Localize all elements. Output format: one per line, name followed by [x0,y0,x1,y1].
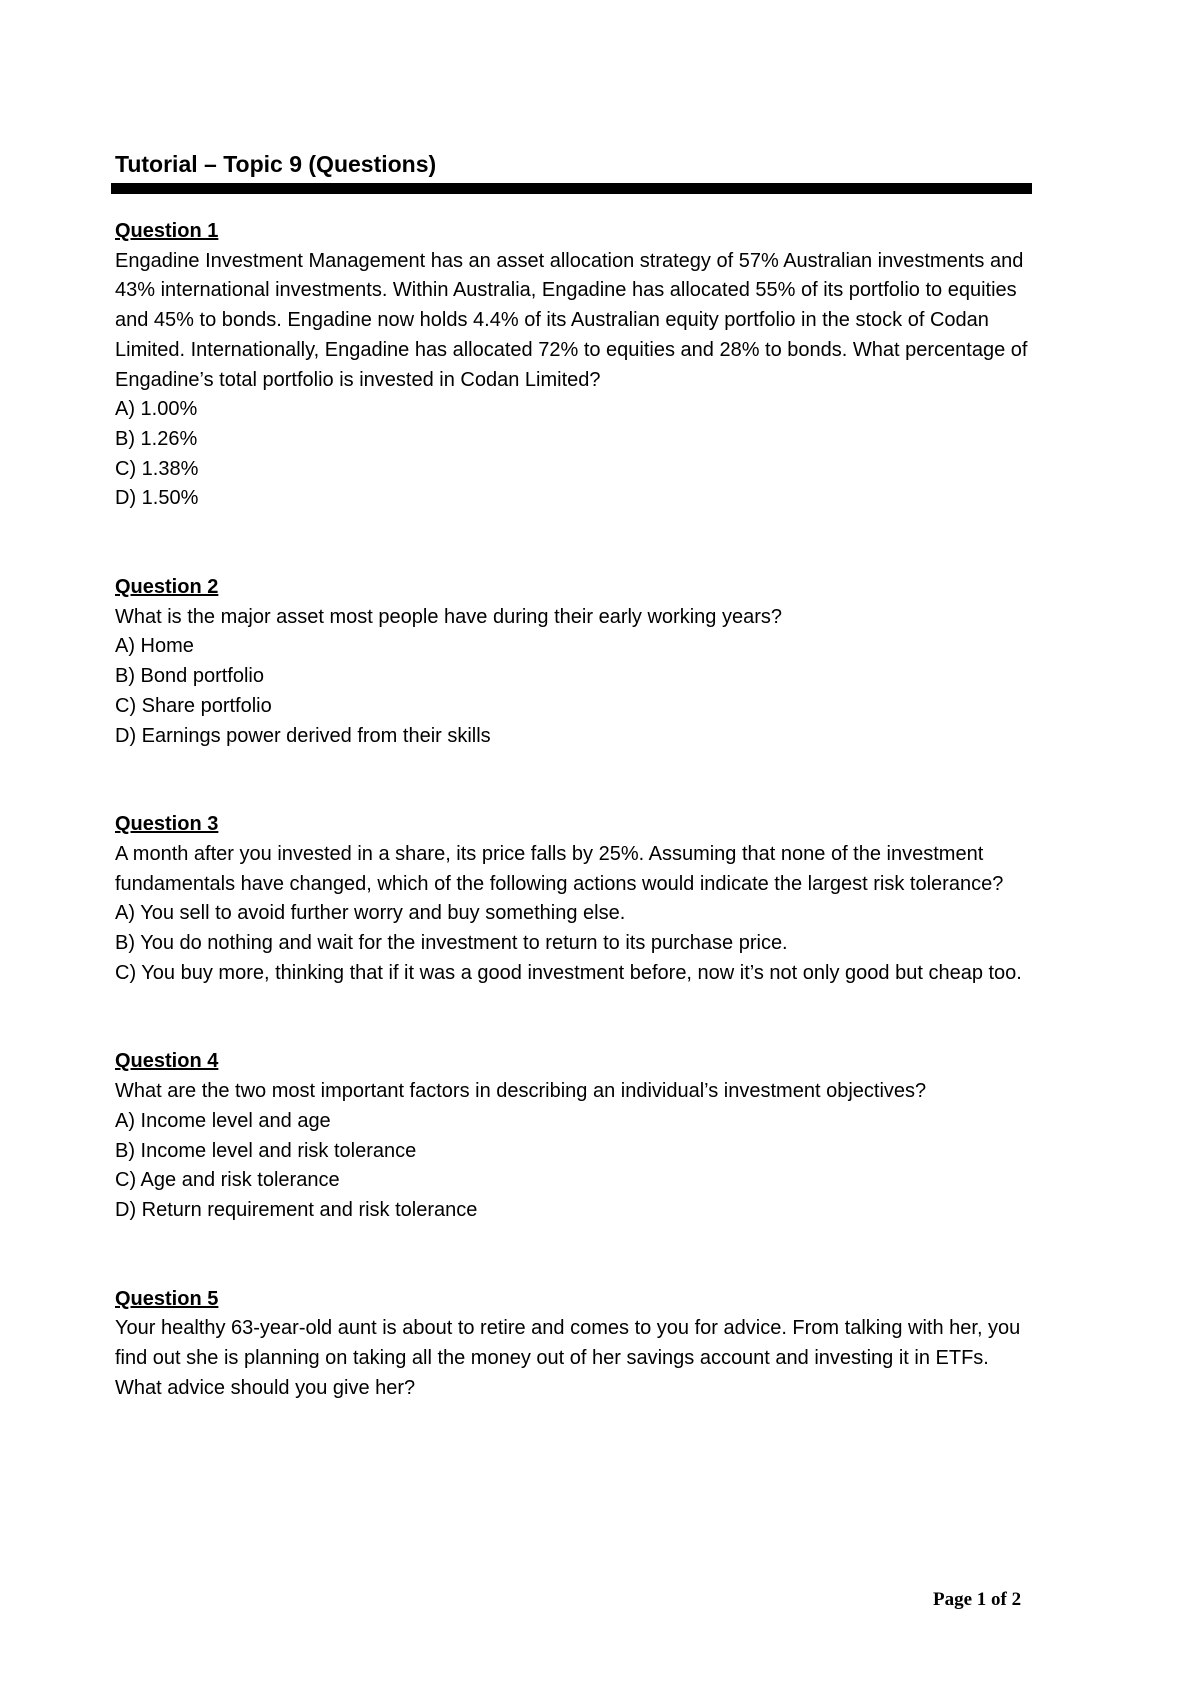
answer-option: C) You buy more, thinking that if it was a good investment before, now it’s not only good but cheap too. [115,961,1022,984]
question-text: What is the major asset most people have during their early working years? [115,605,782,628]
answer-option: B) 1.26% [115,427,198,450]
question-heading: Question 5 [115,1287,219,1310]
question-text: What are the two most important factors in describing an individual’s investment objectives? [115,1080,927,1103]
question-text: Engadine Investment Management has an asset allocation strategy of 57% Australian investments and 43% international investments. Within Australia, Engadine has allocated 55% of its portfolio to equities and 45% to bonds. Engadine now holds 4.4% of its Australian equity portfolio in the stock of Codan Limited. Internationally, Engadine has allocated 72% to equities and 28% to bonds. What percentage of Engadine’s total portfolio is invested in Codan Limited? [115,249,1028,391]
answer-options [115,632,1030,751]
question-5 [115,1285,1030,1404]
answer-option: D) 1.50% [115,487,199,510]
page-content [115,148,1030,1404]
question-2 [115,573,1030,751]
question-1 [115,217,1030,514]
answer-option: D) Earnings power derived from their skills [115,724,491,747]
answer-option: B) Income level and risk tolerance [115,1139,417,1162]
question-4 [115,1047,1030,1225]
question-heading: Question 2 [115,576,219,599]
answer-option: A) 1.00% [115,398,198,421]
question-text: A month after you invested in a share, its price falls by 25%. Assuming that none of the investment fundamentals have changed, which of the following actions would indicate the largest risk tolerance? [115,842,1004,895]
answer-option: C) Share portfolio [115,694,272,717]
answer-options [115,1107,1030,1226]
question-heading: Question 4 [115,1050,219,1073]
answer-options [115,899,1030,988]
page-number: Page 1 of 2 [933,1589,1022,1610]
answer-option: C) 1.38% [115,457,199,480]
question-heading: Question 3 [115,813,219,836]
document-title: Tutorial – Topic 9 (Questions) [115,151,437,177]
answer-option: A) You sell to avoid further worry and buy something else. [115,902,626,925]
answer-options [115,395,1030,514]
question-3 [115,810,1030,988]
answer-option: A) Home [115,635,194,658]
answer-option: C) Age and risk tolerance [115,1169,340,1192]
answer-option: A) Income level and age [115,1109,331,1132]
answer-option: D) Return requirement and risk tolerance [115,1198,478,1221]
question-text: Your healthy 63-year-old aunt is about to retire and comes to you for advice. From talking with her, you find out she is planning on taking all the money out of her savings account and investing it in ETFs. What advice should you give her? [115,1317,1021,1399]
answer-option: B) Bond portfolio [115,665,264,688]
answer-option: B) You do nothing and wait for the investment to return to its purchase price. [115,932,788,955]
title-rule [111,183,1032,194]
question-heading: Question 1 [115,220,219,242]
